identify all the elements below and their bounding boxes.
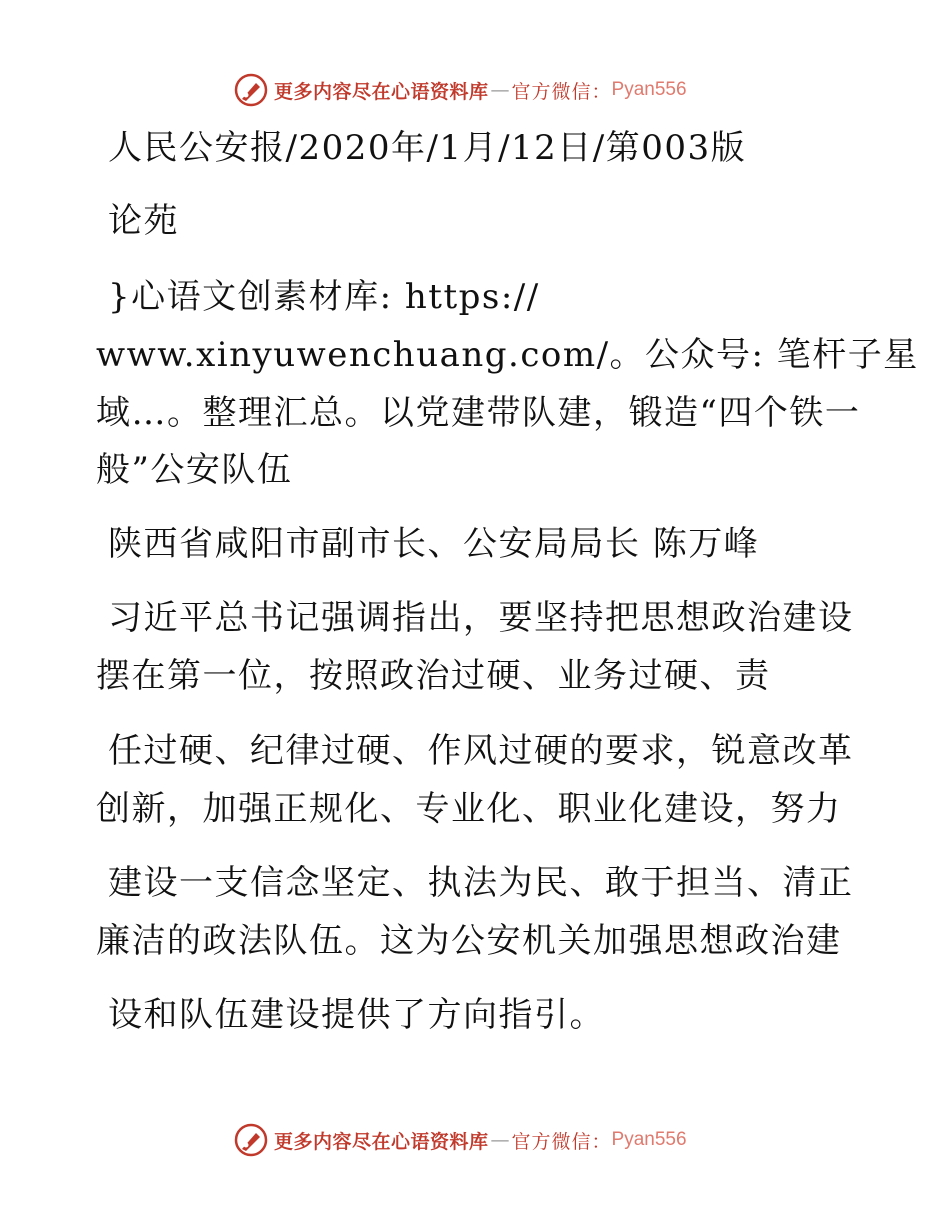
- watermark-site-text: 更多内容尽在心语资料库: [274, 1130, 489, 1153]
- promo-line-3: 域…。整理汇总。以党建带队建，锻造“四个铁一: [96, 393, 861, 433]
- promo-line-1: }心语文创素材库: https://: [108, 277, 540, 317]
- watermark-site-text: 更多内容尽在心语资料库: [274, 80, 489, 103]
- body-line-2: 摆在第一位，按照政治过硬、业务过硬、责: [96, 656, 771, 696]
- promo-line-2: www.xinyuwenchuang.com/。公众号: 笔杆子星: [96, 335, 919, 375]
- watermark-wechat-id: Pyan556: [611, 1129, 687, 1150]
- source-line: 人民公安报/2020年/1月/12日/第003版: [108, 128, 747, 168]
- watermark-wechat-id: Pyan556: [611, 79, 687, 100]
- watermark-official-text: 官方微信：: [511, 80, 612, 103]
- watermark-footer: [234, 1122, 687, 1158]
- body-line-1: 习近平总书记强调指出，要坚持把思想政治建设: [108, 598, 854, 638]
- watermark-official-text: 官方微信：: [511, 1130, 612, 1153]
- body-line-4: 创新，加强正规化、专业化、职业化建设，努力: [96, 789, 842, 829]
- watermark-dash: —: [490, 79, 510, 101]
- body-line-5: 建设一支信念坚定、执法为民、敢于担当、清正: [108, 863, 854, 903]
- article-title-tail: 般”公安队伍: [96, 450, 293, 490]
- body-line-6: 廉洁的政法队伍。这为公安机关加强思想政治建: [96, 921, 842, 961]
- watermark-header: [234, 72, 687, 108]
- section-title: 论苑: [108, 201, 179, 241]
- pen-logo-icon: [234, 73, 268, 107]
- body-line-3: 任过硬、纪律过硬、作风过硬的要求，锐意改革: [108, 731, 854, 771]
- watermark-dash: —: [490, 1129, 510, 1151]
- body-line-7: 设和队伍建设提供了方向指引。: [108, 995, 605, 1035]
- author-line: 陕西省咸阳市副市长、公安局局长 陈万峰: [108, 524, 760, 564]
- pen-logo-icon: [234, 1123, 268, 1157]
